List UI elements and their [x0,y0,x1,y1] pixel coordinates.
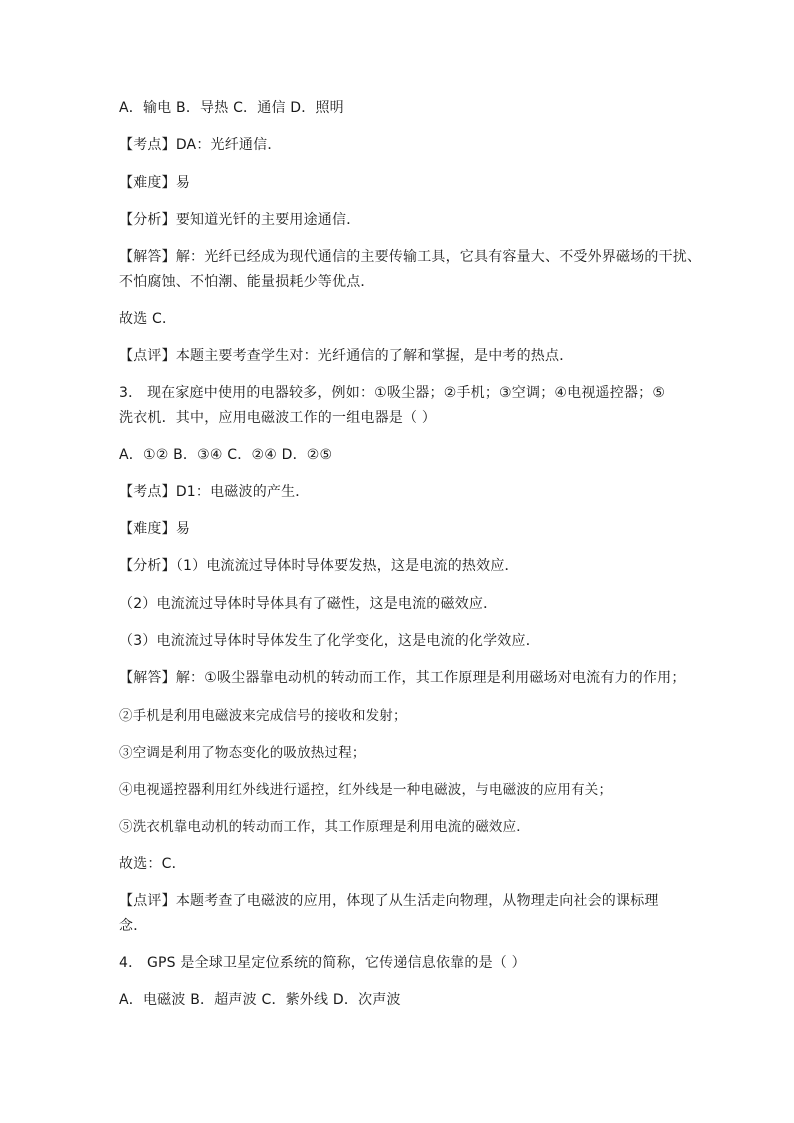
jieda-tag: 【解答】 [119,249,176,265]
jieda-text: 解：①吸尘器靠电动机的转动而工作，其工作原理是利用磁场对电流有力的作用； [175,670,686,686]
fenxi-tag: 【分析】 [119,212,176,228]
q2-jieda-2: 不怕腐蚀、不怕潮、能量损耗少等优点． [119,274,375,290]
nandu-tag: 【难度】 [119,521,176,537]
q3-stem-1: 3． 现在家庭中使用的电器较多，例如：①吸尘器；②手机；③空调；④电视遥控器；⑤ [119,385,666,401]
q3-jieda-3: ③空调是利用了物态变化的吸放热过程； [119,745,366,761]
q2-answer: 故选 C． [119,311,177,327]
q3-dianping-1 [119,891,689,911]
fenxi-tag: 【分析】 [119,558,176,574]
kaodian-text: DA：光纤通信． [175,137,282,153]
kaodian-tag: 【考点】 [119,484,176,500]
q2-dianping [119,346,689,366]
dianping-tag: 【点评】 [119,348,176,364]
q3-nandu [119,519,689,539]
q2-kaodian [119,135,689,155]
nandu-text: 易 [175,521,191,537]
kaodian-text: D1：电磁波的产生． [175,484,310,500]
dianping-text: 本题考查了电磁波的应用，体现了从生活走向物理，从物理走向社会的课标理 [175,893,659,909]
q2-jieda-1 [119,247,702,267]
fenxi-text: 要知道光钎的主要用途通信． [175,212,361,228]
fenxi-text: （1）电流流过导体时导体要发热，这是电流的热效应． [175,558,519,574]
q3-fenxi-3: （3）电流流过导体时导体发生了化学变化，这是电流的化学效应． [119,633,540,649]
q2-fenxi [119,210,689,230]
q3-dianping-2: 念． [119,918,148,934]
q3-jieda-5: ⑤洗衣机靠电动机的转动而工作，其工作原理是利用电流的磁效应． [119,819,530,835]
q4-stem: 4． GPS 是全球卫星定位系统的简称，它传递信息依靠的是（ ） [119,955,526,971]
jieda-tag: 【解答】 [119,670,176,686]
q3-stem-2: 洗衣机．其中，应用电磁波工作的一组电器是（ ） [119,410,437,426]
nandu-tag: 【难度】 [119,175,176,191]
dianping-tag: 【点评】 [119,893,176,909]
q3-fenxi-1 [119,556,689,576]
q3-kaodian [119,482,689,502]
q3-answer: 故选：C． [119,856,186,872]
nandu-text: 易 [175,175,191,191]
q3-jieda-4: ④电视遥控器利用红外线进行遥控，红外线是一种电磁波，与电磁波的应用有关； [119,782,613,798]
q2-options: A．输电 B．导热 C．通信 D．照明 [119,100,344,116]
dianping-text: 本题主要考查学生对：光纤通信的了解和掌握，是中考的热点． [175,348,574,364]
q3-fenxi-2: （2）电流流过导体时导体具有了磁性，这是电流的磁效应． [119,596,498,612]
q4-options: A．电磁波 B．超声波 C．紫外线 D．次声波 [119,992,401,1008]
q2-nandu [119,173,689,193]
q3-options: A．①② B．③④ C．②④ D．②⑤ [119,447,333,463]
kaodian-tag: 【考点】 [119,137,176,153]
jieda-text: 解：光纤已经成为现代通信的主要传输工具，它具有容量大、不受外界磁场的干扰、 [175,249,702,265]
q3-jieda-1 [119,668,689,688]
q3-jieda-2: ②手机是利用电磁波来完成信号的接收和发射； [119,708,407,724]
